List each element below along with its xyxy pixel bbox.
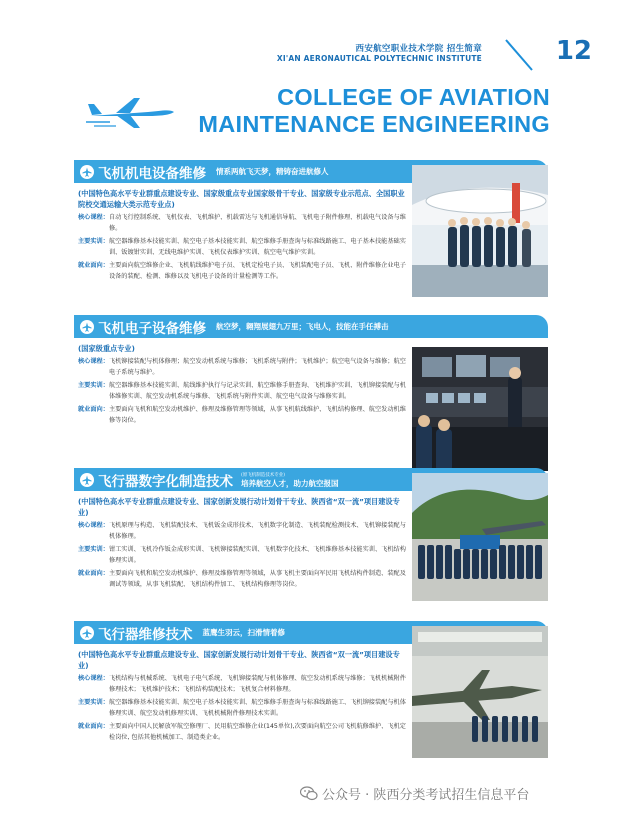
item-text: 飞机铆接装配与机体修理；航空发动机系统与维修；飞机系统与附件；飞机维护；航空电气设备与维修；航空电子系统与维护。 [108, 358, 406, 376]
college-title-line2: MAINTENANCE ENGINEERING [198, 111, 550, 137]
section-digital-manufacturing [74, 468, 548, 608]
photo-cockpit-lab [412, 347, 548, 471]
item-text: 飞机原理与构造、飞机装配技术、飞机钣金成形技术、飞机数字化制造、飞机装配检测技术、飞机铆接装配与机体修理。 [108, 522, 406, 540]
section-avionics-electromechanical [74, 160, 548, 300]
item-label: 就业面向： [78, 570, 109, 577]
list-item [78, 722, 408, 743]
item-text: 飞机结构与机械系统、飞机电子电气系统、飞机铆接装配与机体修理、航空发动机系统与维修；飞机机械附件修理技术；飞机维护技术；飞机结构装配技术；飞机复合材料修理。 [108, 675, 406, 693]
item-label: 就业面向： [78, 723, 109, 730]
item-text: 航空器维修基本技能实训、航空电子基本技能实训、航空维修手册查询与标准线路施工、飞机铆接装配与机体修理实训、航空发动机修理实训、飞机机械附件修理技术实训。 [108, 699, 406, 717]
list-item [78, 521, 408, 542]
plane-badge-icon [80, 320, 94, 334]
section-title: 飞行器数字化制造技术 [98, 473, 233, 490]
item-label: 主要实训： [78, 382, 109, 389]
item-text: 航空器维修基本技能实训、航线维护执行与记录实训、航空维修手册查询、飞机维护实训、飞机铆接装配与机体维修实训、航空发动机系统与维修、飞机系统与附件实训、航空电气设备与维修实训。 [108, 382, 406, 400]
item-label: 核心课程： [78, 358, 109, 365]
photo-jet-hangar [412, 626, 548, 758]
item-label: 主要实训： [78, 546, 109, 553]
section-title: 飞机机电设备维修 [98, 165, 206, 182]
list-item [78, 261, 408, 282]
item-text: 钳工实训、飞机冷作钣金成形实训、飞机铆接装配实训、飞机数字化技术、飞机维修基本技能实训、飞机结构修理实训。 [108, 546, 406, 564]
list-item [78, 698, 408, 719]
list-item [78, 357, 408, 378]
footer-text: 公众号 · 陕西分类考试招生信息平台 [322, 788, 530, 803]
photo-hangar-students [412, 165, 548, 297]
section-body [78, 343, 408, 429]
item-label: 核心课程： [78, 522, 109, 529]
section-body [78, 496, 408, 593]
section-header-bar [74, 315, 548, 338]
section-title: 飞行器维修技术 [98, 626, 193, 643]
page-header [192, 38, 622, 70]
plane-badge-icon [80, 626, 94, 640]
school-name-en: XI'AN AERONAUTICAL POLYTECHNIC INSTITUTE [276, 54, 482, 63]
school-name-cn: 西安航空职业技术学院 招生简章 [355, 44, 482, 54]
section-note: (中国特色高水平专业群重点建设专业、国家创新发展行动计划骨干专业、陕西省“双一流”项目建设专业) [78, 497, 400, 517]
item-text: 主要面向航空维修企业、飞机航线维护电子员、飞机定检电子员、飞机装配电子员、飞机、附件维修企业电子设备的装配、检测、维修以及飞机电子设备的计量检测等工作。 [108, 262, 406, 280]
list-item [78, 381, 408, 402]
list-item [78, 545, 408, 566]
list-item [78, 569, 408, 590]
plane-badge-icon [80, 473, 94, 487]
section-note: (中国特色高水平专业群重点建设专业、国家级重点专业国家级骨干专业、国家级专业示范点、全国职业院校交通运输大类示范专业点) [78, 189, 405, 209]
item-text: 主要面向中国人民解放军航空修理厂、民用航空维修企业(145单位),次要面向航空公司飞机航修维护、飞机定检岗位, 包括其他机械加工、制造类企业。 [108, 723, 406, 741]
airplane-icon [86, 92, 176, 132]
wechat-icon [300, 786, 318, 801]
list-item [78, 237, 408, 258]
section-note: (国家级重点专业) [78, 344, 135, 353]
section-avionics-electronic [74, 315, 548, 455]
section-slogan: 航空梦，翱翔展翅九万里；飞电人，技能在手任搏击 [216, 322, 389, 331]
section-aircraft-maintenance [74, 621, 548, 771]
item-label: 核心课程： [78, 675, 109, 682]
photo-group-outdoor [412, 473, 548, 601]
item-text: 自动飞行控制系统、飞机仪表、飞机维护、机载雷达与飞机通信导航、飞机电子附件修理、机载电气设备与维修。 [108, 214, 406, 232]
section-slogan: 情系两航飞天梦，精铸奋进航修人 [216, 167, 329, 176]
section-body [78, 188, 408, 285]
college-title [198, 84, 550, 138]
list-item [78, 213, 408, 234]
item-label: 主要实训： [78, 238, 109, 245]
section-title: 飞机电子设备维修 [98, 320, 206, 337]
plane-badge-icon [80, 165, 94, 179]
footer-watermark [300, 784, 529, 803]
section-former-name: (原飞机制造技术专业) [241, 472, 286, 478]
item-label: 主要实训： [78, 699, 109, 706]
section-note: (中国特色高水平专业群重点建设专业、国家创新发展行动计划骨干专业、陕西省“双一流”项目建设专业) [78, 650, 400, 670]
item-text: 主要面向飞机和航空发动机维护、修理及维修管理等领域，从事飞机航线维护、飞机结构修理、航空发动机维修等岗位。 [108, 406, 406, 424]
page-number: 12 [555, 36, 592, 66]
header-divider-icon [502, 38, 540, 72]
item-label: 就业面向： [78, 406, 109, 413]
item-text: 航空器维修基本技能实训、航空电子基本技能实训、航空维修手册查询与标准线路施工、电子基本技能基础实训、钣镀钳实训、无线电维护实训、飞机仪表维护实训、航空电气维护实训。 [108, 238, 406, 256]
item-label: 核心课程： [78, 214, 109, 221]
item-text: 主要面向飞机和航空发动机维护、修理及维修管理等领域，从事飞机主要面向军民用飞机结构件制造、装配及调试等领域，从事飞机装配、飞机结构件加工、飞机结构修理等岗位。 [108, 570, 406, 588]
section-slogan: 蓝鹰生羽云，扫滑情着修 [202, 628, 285, 637]
college-title-line1: COLLEGE OF AVIATION [277, 84, 550, 110]
list-item [78, 674, 408, 695]
item-label: 就业面向： [78, 262, 109, 269]
section-body [78, 649, 408, 746]
section-slogan: 培养航空人才，助力航空报国 [241, 478, 339, 488]
list-item [78, 405, 408, 426]
